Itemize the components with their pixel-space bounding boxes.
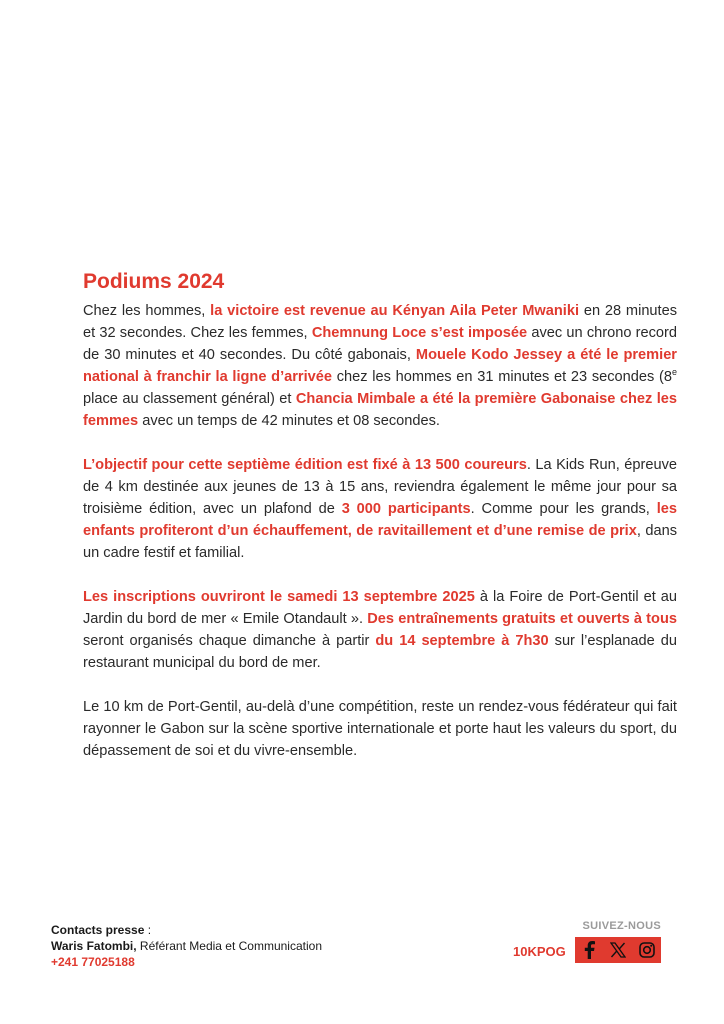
paragraph-registrations bbox=[83, 586, 677, 674]
contact-line bbox=[51, 938, 322, 954]
text-run: avec un chrono record de 30 minutes et 40 secondes. Du côté gabonais, bbox=[83, 325, 678, 363]
highlight-text: L’objectif pour cette septième édition est fixé à 13 500 coureurs bbox=[83, 457, 527, 473]
highlight-text: les enfants profiteront d’un échauffement, de ravitaillement et d’une remise de prix bbox=[83, 501, 677, 539]
text-run: seront organisés chaque dimanche à partir bbox=[83, 633, 376, 649]
contact-phone[interactable]: +241 77025188 bbox=[51, 955, 135, 969]
contact-name: Waris Fatombi, bbox=[51, 939, 137, 953]
paragraph-objective bbox=[83, 454, 677, 564]
text-run: en 28 minutes et 32 secondes. Chez les femmes, bbox=[83, 303, 678, 341]
contact-role: Référant Media et Communication bbox=[136, 939, 322, 953]
instagram-icon[interactable] bbox=[637, 940, 657, 960]
contacts-colon: : bbox=[144, 923, 152, 937]
highlight-text: Des entraînements gratuits et ouverts à tous bbox=[367, 611, 677, 627]
text-run: place au classement général) et bbox=[83, 391, 296, 407]
highlight-text: Chancia Mimbale a été la première Gabonaise chez les femmes bbox=[83, 391, 678, 429]
text-run: . Comme pour les grands, bbox=[470, 501, 657, 517]
contacts-heading bbox=[51, 922, 322, 938]
text-run: , dans un cadre festif et familial. bbox=[83, 523, 678, 561]
highlight-text: la victoire est revenue au Kényan Aila Peter Mwaniki bbox=[210, 303, 580, 319]
follow-label: SUIVEZ-NOUS bbox=[582, 920, 661, 932]
press-contacts bbox=[51, 922, 322, 970]
superscript: e bbox=[672, 367, 678, 378]
highlight-text: 3 000 participants bbox=[341, 501, 471, 517]
social-icons-bar bbox=[575, 937, 661, 963]
highlight-text: Les inscriptions ouvriront le samedi 13 septembre 2025 bbox=[83, 589, 475, 605]
text-run: avec un temps de 42 minutes et 08 secondes. bbox=[138, 413, 440, 429]
paragraph-conclusion: Le 10 km de Port-Gentil, au-delà d’une compétition, reste un rendez-vous fédérateur qui fait rayonner le Gabon sur la scène sportive internationale et porte haut les valeurs du sport, du dépassement de soi et du vivre-ensemble. bbox=[83, 699, 677, 759]
text-run: chez les hommes en 31 minutes et 23 secondes (8 bbox=[332, 369, 672, 385]
social-handle[interactable]: 10KPOG bbox=[513, 944, 566, 959]
x-icon[interactable] bbox=[608, 940, 628, 960]
social-follow bbox=[511, 920, 661, 968]
text-run: à la Foire de Port-Gentil et au Jardin du bord de mer « Emile Otandault ». bbox=[83, 589, 677, 627]
contacts-label: Contacts presse bbox=[51, 923, 145, 937]
article-body bbox=[83, 270, 677, 784]
section-title: Podiums 2024 bbox=[83, 270, 225, 293]
highlight-text: du 14 septembre à 7h30 bbox=[375, 633, 549, 649]
text-run: Chez les hommes, bbox=[83, 303, 211, 319]
highlight-text: Chemnung Loce s’est imposée bbox=[311, 325, 528, 341]
paragraph-podiums bbox=[83, 300, 677, 432]
facebook-icon[interactable] bbox=[579, 940, 599, 960]
text-run: sur l’esplanade du restaurant municipal du bord de mer. bbox=[83, 633, 677, 671]
highlight-text: Mouele Kodo Jessey a été le premier national à franchir la ligne d’arrivée bbox=[83, 347, 677, 385]
text-run: . La Kids Run, épreuve de 4 km destinée aux jeunes de 13 à 15 ans, reviendra également le même jour pour sa troisième édition, avec un plafond de bbox=[83, 457, 677, 517]
